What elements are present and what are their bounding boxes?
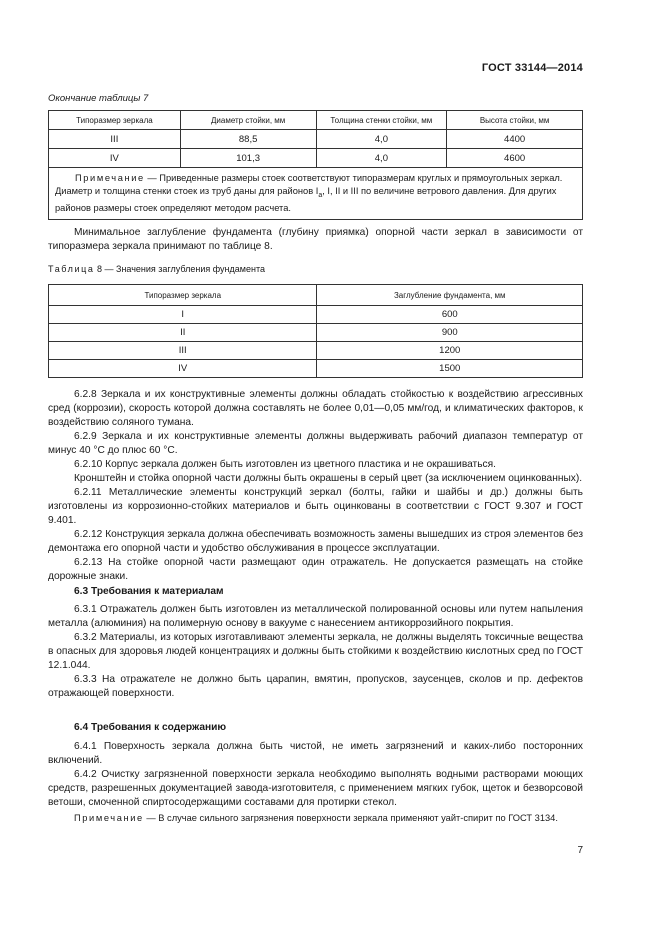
clause-paragraph: 6.3.3 На отражателе не должно быть царапин, вмятин, пропусков, заусенцев, сколов и пр. дефектов отражающей поверхности. <box>48 674 583 699</box>
note-label: Примечание <box>75 173 145 183</box>
table-cell: III <box>49 130 181 149</box>
table-row <box>49 149 583 168</box>
note-label: Примечание <box>74 813 144 823</box>
clause-paragraph: 6.4.1 Поверхность зеркала должна быть чистой, не иметь загрязнений и каких-либо посторонних включений. <box>48 741 583 766</box>
table-cell: 88,5 <box>180 130 316 149</box>
table-cell: II <box>49 324 317 342</box>
table-cell: 900 <box>317 324 583 342</box>
table-note-row <box>49 168 583 220</box>
table-cell: 4600 <box>447 149 583 168</box>
clauses-6-2 <box>48 388 583 584</box>
clause-paragraph: 6.4.2 Очистку загрязненной поверхности зеркала необходимо выполнять водными растворами моющих средств, разрешенных документацией завода-изготовителя, с применением мягких губок, щеток и безворсовой ветоши, смоченной спиртосодержащими составами для протирки стекол. <box>48 769 583 808</box>
note-text: , I, II и III по величине ветрового давления. Для других районов размеры стоек определяют методом расчета. <box>55 186 557 213</box>
standard-code: ГОСТ 33144—2014 <box>481 62 583 74</box>
table-row <box>49 360 583 378</box>
table-header-row <box>49 111 583 130</box>
table-8 <box>48 284 583 378</box>
clause-paragraph: 6.3.1 Отражатель должен быть изготовлен из металлической полированной основы или путем напыления металла (алюминия) на полимерную основу в вакууме с нанесением антикоррозийного покрытия. <box>48 604 583 629</box>
note-subscript: а <box>318 191 323 199</box>
table-cell: 4400 <box>447 130 583 149</box>
table8-title-label: Таблица <box>48 264 95 274</box>
page-number: 7 <box>577 845 583 856</box>
table-cell: 4,0 <box>316 130 447 149</box>
column-header: Диаметр стойки, мм <box>180 111 316 130</box>
intro-text: Минимальное заглубление фундамента (глубину приямка) опорной части зеркал в зависимости от типоразмера зеркала принимают по таблице 8. <box>48 227 583 252</box>
table-header-row <box>49 285 583 306</box>
clause-paragraph: 6.2.11 Металлические элементы конструкций зеркал (болты, гайки и шайбы и др.) должны быть изготовлены из коррозионно-стойких материалов и быть оцинкованы в соответствии с ГОСТ 9.307 и ГОСТ 9.401. <box>48 487 583 526</box>
table-cell: 101,3 <box>180 149 316 168</box>
table-cell: I <box>49 306 317 324</box>
table-cell: 600 <box>317 306 583 324</box>
table-row <box>49 342 583 360</box>
column-header: Типоразмер зеркала <box>49 111 181 130</box>
note-text: — В случае сильного загрязнения поверхности зеркала применяют уайт-спирит по ГОСТ 3134. <box>143 813 558 823</box>
clauses-6-4 <box>48 740 583 810</box>
table-7 <box>48 110 583 220</box>
clause-paragraph: 6.2.13 На стойке опорной части размещают один отражатель. Не допускается размещать на стойке дорожные знаки. <box>48 557 583 582</box>
clause-paragraph: 6.2.9 Зеркала и их конструктивные элементы должны выдерживать рабочий диапазон температур от минус 40 °С до плюс 60 °С. <box>48 431 583 456</box>
clause-paragraph: 6.2.8 Зеркала и их конструктивные элементы должны обладать стойкостью к воздействию агрессивных сред (коррозии), скорость которой должна составлять не более 0,01—0,05 мм/год, и климатических факторов, к воздействию соляного тумана. <box>48 389 583 428</box>
note-text: — Приведенные размеры стоек соответствуют типоразмерам круглых и прямоугольных зеркал. Диаметр и толщина стенки стоек из труб даны для районов I <box>55 173 563 196</box>
table7-note <box>49 168 583 220</box>
clause-paragraph: 6.2.10 Корпус зеркала должен быть изготовлен из цветного пластика и не окрашиваться. <box>74 459 496 470</box>
final-note <box>48 812 583 825</box>
intro-paragraph <box>48 226 583 254</box>
column-header: Типоразмер зеркала <box>49 285 317 306</box>
table-row <box>49 306 583 324</box>
table-cell: 1500 <box>317 360 583 378</box>
table-row <box>49 130 583 149</box>
table8-title <box>48 264 265 274</box>
clauses-6-3 <box>48 603 583 701</box>
column-header: Заглубление фундамента, мм <box>317 285 583 306</box>
table-cell: IV <box>49 149 181 168</box>
table-cell: 4,0 <box>316 149 447 168</box>
clause-paragraph: Кронштейн и стойка опорной части должны быть окрашены в серый цвет (за исключением оцинкованных). <box>74 473 583 484</box>
section-heading-6-3: 6.3 Требования к материалам <box>74 586 224 597</box>
column-header: Толщина стенки стойки, мм <box>316 111 447 130</box>
table8-title-text: 8 — Значения заглубления фундамента <box>97 264 265 274</box>
table-cell: III <box>49 342 317 360</box>
clause-paragraph: 6.3.2 Материалы, из которых изготавливают элементы зеркала, не должны выделять токсичные вещества в опасных для здоровья людей концентрациях и должны быть стойкими к воздействию кислотных сред по ГОСТ 12.1.044. <box>48 632 583 671</box>
table-row <box>49 324 583 342</box>
table-cell: 1200 <box>317 342 583 360</box>
table-cell: IV <box>49 360 317 378</box>
column-header: Высота стойки, мм <box>447 111 583 130</box>
clause-paragraph: 6.2.12 Конструкция зеркала должна обеспечивать возможность замены вышедших из строя элементов без демонтажа его опорной части и удобство обслуживания в процессе эксплуатации. <box>48 529 583 554</box>
table7-caption: Окончание таблицы 7 <box>48 93 149 104</box>
section-heading-6-4: 6.4 Требования к содержанию <box>74 722 227 733</box>
